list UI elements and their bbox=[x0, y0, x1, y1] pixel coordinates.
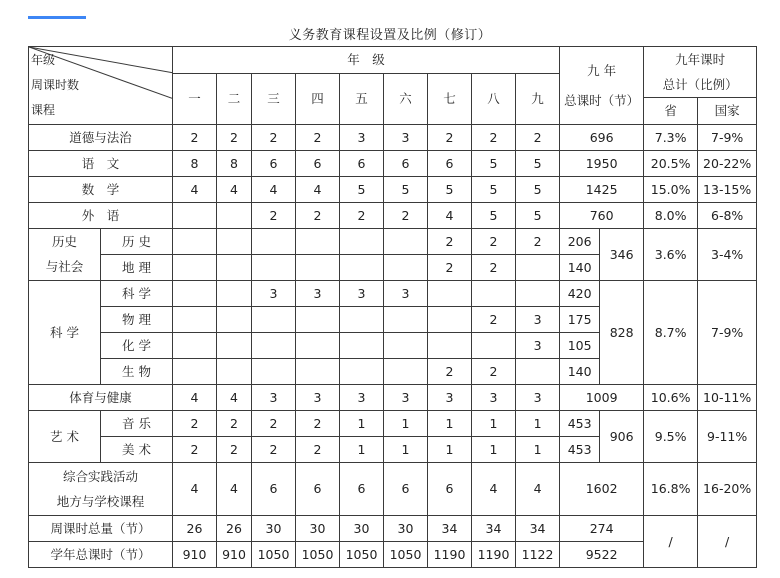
province-ratio: 3.6% bbox=[644, 229, 698, 281]
subject-name: 物 理 bbox=[101, 307, 173, 333]
group-total-cell: 346 bbox=[600, 229, 644, 281]
grade-1: 一 bbox=[173, 74, 217, 125]
province-ratio: 20.5% bbox=[644, 151, 698, 177]
grade-7: 七 bbox=[428, 74, 472, 125]
group-name: 科 学 bbox=[29, 281, 101, 385]
subject-name: 地 理 bbox=[101, 255, 173, 281]
sub-total-cell: 140 bbox=[560, 255, 600, 281]
subject-name: 美 术 bbox=[101, 437, 173, 463]
nation-ratio: 7-9% bbox=[698, 281, 757, 385]
sub-total-cell: 140 bbox=[560, 359, 600, 385]
subject-name: 化 学 bbox=[101, 333, 173, 359]
table-row: 物 理 2 3 175 bbox=[29, 307, 757, 333]
total-cell: 1009 bbox=[560, 385, 644, 411]
total-cell: 9522 bbox=[560, 542, 644, 568]
table-row: 数 学 4 4 4 4 5 5 5 5 5 1425 15.0% 13-15% bbox=[29, 177, 757, 203]
group-name: 艺 术 bbox=[29, 411, 101, 463]
grade-2: 二 bbox=[217, 74, 252, 125]
table-row: 生 物 2 2 140 bbox=[29, 359, 757, 385]
table-row: 艺 术 音 乐 2 2 2 2 1 1 1 1 1 453 906 9.5% 9-11% bbox=[29, 411, 757, 437]
subject-name: 科 学 bbox=[101, 281, 173, 307]
table-row: 体育与健康 4 4 3 3 3 3 3 3 3 1009 10.6% 10-11% bbox=[29, 385, 757, 411]
table-row: 科 学 科 学 3 3 3 3 420 828 8.7% 7-9% bbox=[29, 281, 757, 307]
sub-total-cell: 105 bbox=[560, 333, 600, 359]
header-row-1 bbox=[29, 47, 757, 74]
total-cell: 274 bbox=[560, 516, 644, 542]
subject-name: 外 语 bbox=[29, 203, 173, 229]
province-header: 省 bbox=[644, 98, 698, 125]
nation-ratio: 13-15% bbox=[698, 177, 757, 203]
diag-label-course: 课程 bbox=[31, 103, 56, 117]
sub-total-cell: 453 bbox=[560, 411, 600, 437]
table-row: 学年总课时（节） 910 910 1050 1050 1050 1050 1190 1190 1122 9522 bbox=[29, 542, 757, 568]
sub-total-cell: 206 bbox=[560, 229, 600, 255]
grade-8: 八 bbox=[472, 74, 516, 125]
subject-name: 综合实践活动 地方与学校课程 bbox=[29, 463, 173, 516]
subject-name: 体育与健康 bbox=[29, 385, 173, 411]
page-title: 义务教育课程设置及比例（修订） bbox=[288, 28, 492, 43]
grade-9: 九 bbox=[516, 74, 560, 125]
sub-total-cell: 453 bbox=[560, 437, 600, 463]
ratio-header: 九年课时 总计（比例） bbox=[644, 47, 757, 98]
total-cell: 1602 bbox=[560, 463, 644, 516]
nation-header: 国家 bbox=[698, 98, 757, 125]
total-cell: 1425 bbox=[560, 177, 644, 203]
province-ratio: 7.3% bbox=[644, 125, 698, 151]
sub-total-cell: 420 bbox=[560, 281, 600, 307]
subject-name: 语 文 bbox=[29, 151, 173, 177]
nation-ratio: 16-20% bbox=[698, 463, 757, 516]
table-row: 历史 与社会 历 史 2 2 2 206 346 3.6% 3-4% bbox=[29, 229, 757, 255]
nation-ratio: 20-22% bbox=[698, 151, 757, 177]
nation-ratio: / bbox=[698, 516, 757, 568]
diag-label-hours: 周课时数 bbox=[31, 78, 80, 92]
subject-name: 生 物 bbox=[101, 359, 173, 385]
grade-header: 年 级 bbox=[173, 47, 560, 74]
table-row: 美 术 2 2 2 2 1 1 1 1 1 453 bbox=[29, 437, 757, 463]
subject-name: 数 学 bbox=[29, 177, 173, 203]
province-ratio: 8.7% bbox=[644, 281, 698, 385]
table-row: 道德与法治 2 2 2 2 3 3 2 2 2 696 7.3% 7-9% bbox=[29, 125, 757, 151]
total-hours-header: 九 年 总课时（节） bbox=[560, 47, 644, 125]
province-ratio: 9.5% bbox=[644, 411, 698, 463]
subject-name: 道德与法治 bbox=[29, 125, 173, 151]
grade-3: 三 bbox=[252, 74, 296, 125]
subject-name: 音 乐 bbox=[101, 411, 173, 437]
grade-6: 六 bbox=[384, 74, 428, 125]
nation-ratio: 6-8% bbox=[698, 203, 757, 229]
group-total-cell: 828 bbox=[600, 281, 644, 385]
nation-ratio: 7-9% bbox=[698, 125, 757, 151]
group-total-cell: 906 bbox=[600, 411, 644, 463]
curriculum-table bbox=[28, 46, 757, 568]
total-cell: 760 bbox=[560, 203, 644, 229]
group-name: 历史 与社会 bbox=[29, 229, 101, 281]
subject-name: 学年总课时（节） bbox=[29, 542, 173, 568]
diagonal-header-cell bbox=[29, 47, 173, 125]
sub-total-cell: 175 bbox=[560, 307, 600, 333]
total-cell: 696 bbox=[560, 125, 644, 151]
nation-ratio: 3-4% bbox=[698, 229, 757, 281]
table-row: 综合实践活动 地方与学校课程 4 4 6 6 6 6 6 4 4 1602 16.8% 16-20% bbox=[29, 463, 757, 516]
province-ratio: / bbox=[644, 516, 698, 568]
subject-name: 周课时总量（节） bbox=[29, 516, 173, 542]
table-row: 语 文 8 8 6 6 6 6 6 5 5 1950 20.5% 20-22% bbox=[29, 151, 757, 177]
province-ratio: 8.0% bbox=[644, 203, 698, 229]
grade-4: 四 bbox=[296, 74, 340, 125]
province-ratio: 15.0% bbox=[644, 177, 698, 203]
accent-bar bbox=[28, 16, 86, 19]
table-row: 周课时总量（节） 26 26 30 30 30 30 34 34 34 274 / / bbox=[29, 516, 757, 542]
table-row: 化 学 3 105 bbox=[29, 333, 757, 359]
table-row: 地 理 2 2 140 bbox=[29, 255, 757, 281]
province-ratio: 10.6% bbox=[644, 385, 698, 411]
nation-ratio: 9-11% bbox=[698, 411, 757, 463]
grade-5: 五 bbox=[340, 74, 384, 125]
diag-label-grade: 年级 bbox=[31, 53, 56, 67]
province-ratio: 16.8% bbox=[644, 463, 698, 516]
total-cell: 1950 bbox=[560, 151, 644, 177]
nation-ratio: 10-11% bbox=[698, 385, 757, 411]
table-row: 外 语 2 2 2 2 4 5 5 760 8.0% 6-8% bbox=[29, 203, 757, 229]
subject-name: 历 史 bbox=[101, 229, 173, 255]
